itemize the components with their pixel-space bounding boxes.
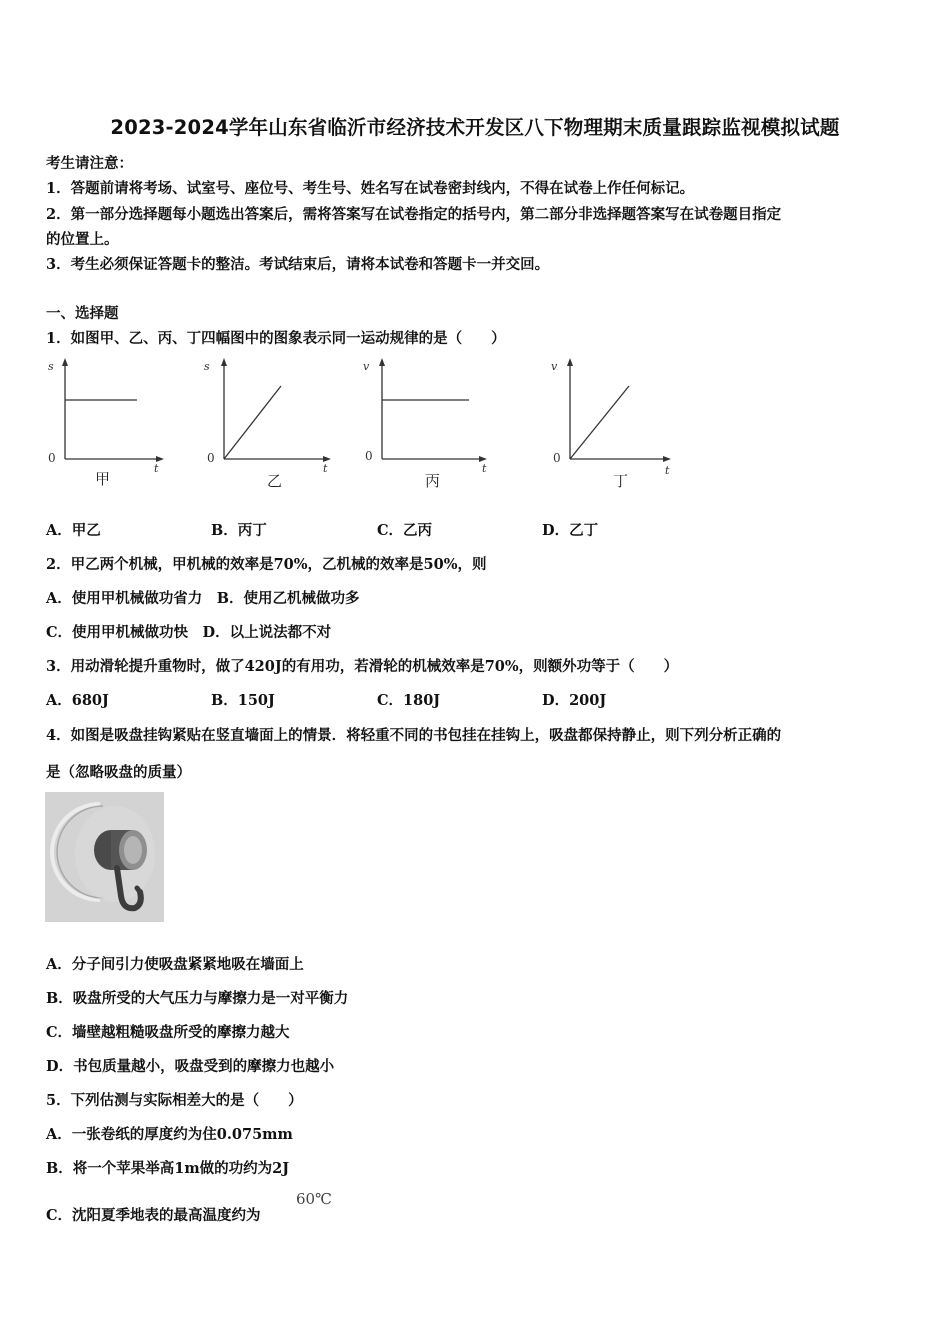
q1-option-c: C．乙丙 xyxy=(377,522,433,539)
graph-yi-line xyxy=(224,386,281,459)
section-heading: 一、选择题 xyxy=(46,305,119,322)
question-2-stem: 2．甲乙两个机械，甲机械的效率是70%，乙机械的效率是50%，则 xyxy=(46,556,487,573)
graph-bing-ylabel: v xyxy=(363,360,370,373)
notice-item-2: 2．第一部分选择题每小题选出答案后，需将答案写在试卷指定的括号内，第二部分非选择题答案写在试卷题目指定 xyxy=(46,206,782,223)
notice-item-3: 3．考生必须保证答题卡的整洁。考试结束后，请将本试卷和答题卡一并交回。 xyxy=(46,256,550,273)
graph-jia-name: 甲 xyxy=(95,470,111,488)
graph-yi-zero: 0 xyxy=(207,451,215,465)
graph-jia-zero: 0 xyxy=(48,451,56,465)
graph-bing xyxy=(357,356,497,495)
q5-option-a: A．一张卷纸的厚度约为住0.075mm xyxy=(46,1126,293,1143)
graph-bing-name: 丙 xyxy=(425,472,441,490)
graph-ding xyxy=(545,356,685,495)
graph-jia xyxy=(40,356,180,495)
q3-option-c: C．180J xyxy=(377,692,441,709)
q1-option-d: D．乙丁 xyxy=(542,522,599,539)
graph-bing-xlabel: t xyxy=(482,462,487,475)
graph-ding-xlabel: t xyxy=(665,464,670,477)
question-3-stem: 3．用动滑轮提升重物时，做了420J的有用功，若滑轮的机械效率是70%，则额外功等于（ ） xyxy=(46,658,679,675)
q3-option-b: B．150J xyxy=(211,692,275,709)
q4-option-c: C．墙壁越粗糙吸盘所受的摩擦力越大 xyxy=(46,1024,290,1041)
notice-item-2-cont: 的位置上。 xyxy=(46,231,119,248)
graph-yi-name: 乙 xyxy=(267,472,283,490)
q1-option-a: A．甲乙 xyxy=(46,522,101,539)
q3-option-a: A．680J xyxy=(46,692,109,709)
q1-option-b: B．丙丁 xyxy=(211,522,267,539)
notice-heading: 考生请注意： xyxy=(46,155,133,172)
graph-yi-xlabel: t xyxy=(323,462,328,475)
graph-jia-xlabel: t xyxy=(154,462,159,475)
page-title: 2023-2024学年山东省临沂市经济技术开发区八下物理期末质量跟踪监视模拟试题 xyxy=(110,116,840,139)
q2-options-row-1: A．使用甲机械做功省力 B．使用乙机械做功多 xyxy=(46,590,360,607)
q4-option-a: A．分子间引力使吸盘紧紧地吸在墙面上 xyxy=(46,956,304,973)
question-4-stem-line-1: 4．如图是吸盘挂钩紧贴在竖直墙面上的情景．将轻重不同的书包挂在挂钩上，吸盘都保持静止，则下列分析正确的 xyxy=(46,727,782,744)
graph-ding-name: 丁 xyxy=(613,472,629,490)
question-1-stem: 1．如图甲、乙、丙、丁四幅图中的图象表示同一运动规律的是（ ） xyxy=(46,330,506,347)
q4-option-d: D．书包质量越小，吸盘受到的摩擦力也越小 xyxy=(46,1058,335,1075)
graph-yi xyxy=(199,356,339,495)
graph-bing-zero: 0 xyxy=(365,449,373,463)
q2-options-row-2: C．使用甲机械做功快 D．以上说法都不对 xyxy=(46,624,332,641)
q4-option-b: B．吸盘所受的大气压力与摩擦力是一对平衡力 xyxy=(46,990,349,1007)
q5-option-c-temperature: 60℃ xyxy=(296,1190,332,1208)
graph-yi-ylabel: s xyxy=(204,360,210,373)
question-4-stem-line-2: 是（忽略吸盘的质量） xyxy=(46,764,191,781)
graph-ding-ylabel: v xyxy=(551,360,558,373)
question-5-stem: 5．下列估测与实际相差大的是（ ） xyxy=(46,1092,303,1109)
graph-ding-line xyxy=(570,386,629,459)
q5-option-b: B．将一个苹果举高1m做的功约为2J xyxy=(46,1160,290,1177)
graph-jia-ylabel: s xyxy=(48,360,54,373)
suction-hook-photo xyxy=(45,792,164,922)
q5-option-c: C．沈阳夏季地表的最高温度约为 xyxy=(46,1207,261,1224)
q3-option-d: D．200J xyxy=(542,692,607,709)
notice-item-1: 1．答题前请将考场、试室号、座位号、考生号、姓名写在试卷密封线内，不得在试卷上作任何标记。 xyxy=(46,180,695,197)
graph-ding-zero: 0 xyxy=(553,451,561,465)
